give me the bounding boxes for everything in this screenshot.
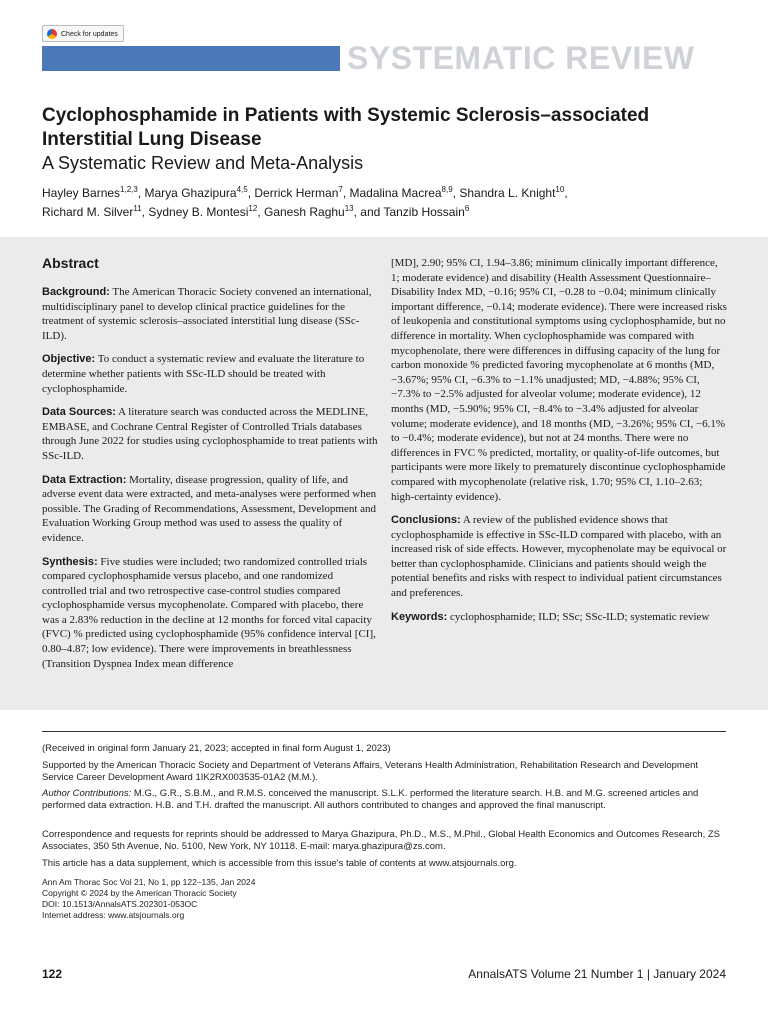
funding-statement: Supported by the American Thoracic Society and Department of Veterans Affairs, Veterans Health Administration, Rehabilitation Research and Development Service Career Development Award 1IK2RX003535-01A2 (M.M.). [42, 760, 699, 784]
received-dates: (Received in original form January 21, 2023; accepted in final form August 1, 2023) [42, 743, 391, 754]
badge-label: Check for updates [61, 31, 118, 38]
footnote-divider [42, 731, 726, 732]
author-name: Ganesh Raghu [263, 205, 345, 219]
section-label: Background: [42, 286, 110, 298]
section-label: Data Sources: [42, 406, 116, 419]
article-subtitle: A Systematic Review and Meta-Analysis [42, 153, 364, 173]
abstract-right-column [391, 256, 727, 633]
author-affiliation: 12 [248, 204, 258, 213]
abstract-keywords [391, 610, 727, 625]
author-affiliation: 8,9 [441, 185, 453, 194]
copyright: Copyright © 2024 by the American Thoracic Society [42, 888, 237, 898]
correspondence: Correspondence and requests for reprints should be addressed to Marya Ghazipura, Ph.D., M.S., M.Phil., Global Health Economics and Outcomes Research, ZS Associates, 350 5th Avenue, No. 5100, New York, NY 10118. E-mail: marya.ghazipura@zs.com. [42, 829, 720, 853]
author-affiliation: 11 [133, 204, 142, 213]
check-for-updates-badge[interactable] [42, 25, 124, 42]
section-text: Mortality, disease progression, quality of life, and adverse event data were extracted, and meta-analyses were performed when possible. The Grading of Recommendations, Assessment, Development and Evaluation Working Group method was used to assess the quality of evidence. [42, 473, 377, 544]
abstract-heading: Abstract [42, 255, 99, 271]
author-name: Marya Ghazipura [144, 186, 237, 200]
author-name: Madalina Macrea [349, 186, 442, 200]
section-text: Five studies were included; two randomized controlled trials compared cyclophosphamide versus placebo, and one randomized controlled trial and two retrospective case-control studies compared cyclophosphamide versus mycophenolate. Compared with placebo, there was a 2.83% reduction in the decline at 12 months for forced vital capacity (FVC) % predicted using cyclophosphamide (95% confidence interval [CI], 0.80–4.87; low evidence). There were improvements in breathlessness (Transition Dyspnea Index mean difference [42, 555, 376, 670]
abstract-left-column [42, 285, 378, 680]
author-name: Hayley Barnes [42, 186, 121, 200]
internet-address[interactable]: Internet address: www.atsjournals.org [42, 910, 185, 920]
contrib-text: M.G., G.R., S.B.M., and R.M.S. conceived the manuscript. S.L.K. performed the literature search. H.B. and M.G. screened articles and performed data extraction. H.B. and T.H. drafted the manuscript. All authors contributed to changes and approved the final manuscript. [42, 788, 699, 812]
abstract-synthesis [42, 555, 378, 672]
abstract-synthesis-continued: [MD], 2.90; 95% CI, 1.94–3.86; minimum clinically important difference, 1; moderate evidence) and disability (Health Assessment Questionnaire–Disability Index MD, −0.16; 95% CI, −0.28 to −0.04; minimum clinically important difference, −0.14; moderate evidence). There were increased risks of leukopenia and constitutional symptoms using cyclophosphamide, but no difference in mortality. When cyclophosphamide was compared with mycophenolate, there were differences in diffusing capacity of the lung for carbon monoxide % predicted favoring mycophenolate at 6 months (MD, −3.67%; 95% CI, −6.3% to −1.1% unadjusted; MD, −4.88%; 95% CI, −7.3% to −2.5% adjusted for alveolar volume; moderate evidence), 12 months (MD, −5.90%; 95% CI, −8.4% to −3.4% adjusted for alveolar volume; moderate evidence), and 18 months (MD, −3.26%; 95% CI, −6.1% to −0.4%; moderate evidence), but not at 24 months. There were no differences in FVC % predicted, mortality, or quality-of-life outcomes, but participants were more likely to prematurely discontinue cyclophosphamide compared with mycophenolate (relative risk, 1.70; 95% CI, 1.10–2.63; high-certainty evidence). [391, 257, 727, 503]
doi[interactable]: DOI: 10.1513/AnnalsATS.202301-053OC [42, 899, 198, 909]
abstract-conclusions [391, 513, 727, 601]
abstract-background [42, 285, 378, 343]
section-text: To conduct a systematic review and evaluate the literature to determine whether patients with SSc-ILD should be treated with cyclophosphamide. [42, 353, 365, 395]
author-list: Hayley Barnes$^{1,2,3}$, Marya Ghazipura$^{4,5}$, Derrick Herman$^7$, Madalina Macrea$^{8,9}$, Shandra L. Knight$^{10}$, Richard M. Silver$^{11}$, Sydney B. Montesi$^{12}$, Ganesh Raghu$^{13}$, and Tanzib Hossain$^6$ [42, 185, 568, 219]
article-title: Cyclophosphamide in Patients with Systemic Sclerosis–associated Interstitial Lung Disease [42, 105, 650, 150]
author-affiliation: 13 [344, 204, 354, 213]
author-name: Tanzib Hossain [383, 205, 465, 219]
author-name: Shandra L. Knight [459, 186, 556, 200]
section-label: Conclusions: [391, 514, 461, 527]
data-supplement-note: This article has a data supplement, which is accessible from this issue’s table of contents at www.atsjournals.org. [42, 858, 517, 869]
abstract-objective [42, 352, 378, 396]
author-affiliation: 10 [555, 185, 565, 194]
article-type-banner: SYSTEMATIC REVIEW [347, 40, 695, 76]
author-name: Richard M. Silver [42, 205, 134, 219]
author-contributions [42, 788, 732, 813]
page-number: 122 [42, 967, 63, 981]
section-label: Keywords: [391, 610, 448, 623]
section-label: Synthesis: [42, 555, 98, 568]
author-name: Sydney B. Montesi [148, 205, 249, 219]
section-label: Objective: [42, 353, 96, 366]
header-color-bar [42, 46, 340, 71]
contrib-label: Author Contributions: [42, 788, 132, 799]
journal-issue: AnnalsATS Volume 21 Number 1 | January 2024 [468, 967, 726, 981]
section-text: A review of the published evidence shows that cyclophosphamide is effective in SSc-ILD compared with placebo, with an increased risk of side effects. However, mycophenolate may be equivocal or better than cyclophosphamide. Clinicians and patients should weigh the potential benefits and risks with respect to individual patient circumstances and preferences. [391, 514, 727, 600]
section-label: Data Extraction: [42, 473, 127, 486]
section-text: The American Thoracic Society convened an international, multidisciplinary panel to develop clinical practice guidelines for the treatment of systemic sclerosis–associated interstitial lung disease (SSc-ILD). [42, 286, 372, 342]
author-affiliation: 7 [338, 185, 343, 194]
keywords-text: cyclophosphamide; ILD; SSc; SSc-ILD; systematic review [450, 610, 710, 623]
author-affiliation: 6 [464, 204, 470, 213]
abstract-data-sources [42, 405, 378, 463]
author-affiliation: 4,5 [236, 185, 248, 194]
section-text: A literature search was conducted across the MEDLINE, EMBASE, and Cochrane Central Register of Controlled Trials databases through June 2022 for studies using cyclophosphamide to treat patients with SSc-ILD. [42, 406, 378, 462]
crossmark-icon [47, 29, 57, 39]
author-name: Derrick Herman [254, 186, 339, 200]
author-affiliation: 1,2,3 [120, 185, 138, 194]
abstract-data-extraction [42, 473, 378, 546]
citation-info: Ann Am Thorac Soc Vol 21, No 1, pp 122–135, Jan 2024 [42, 877, 256, 887]
